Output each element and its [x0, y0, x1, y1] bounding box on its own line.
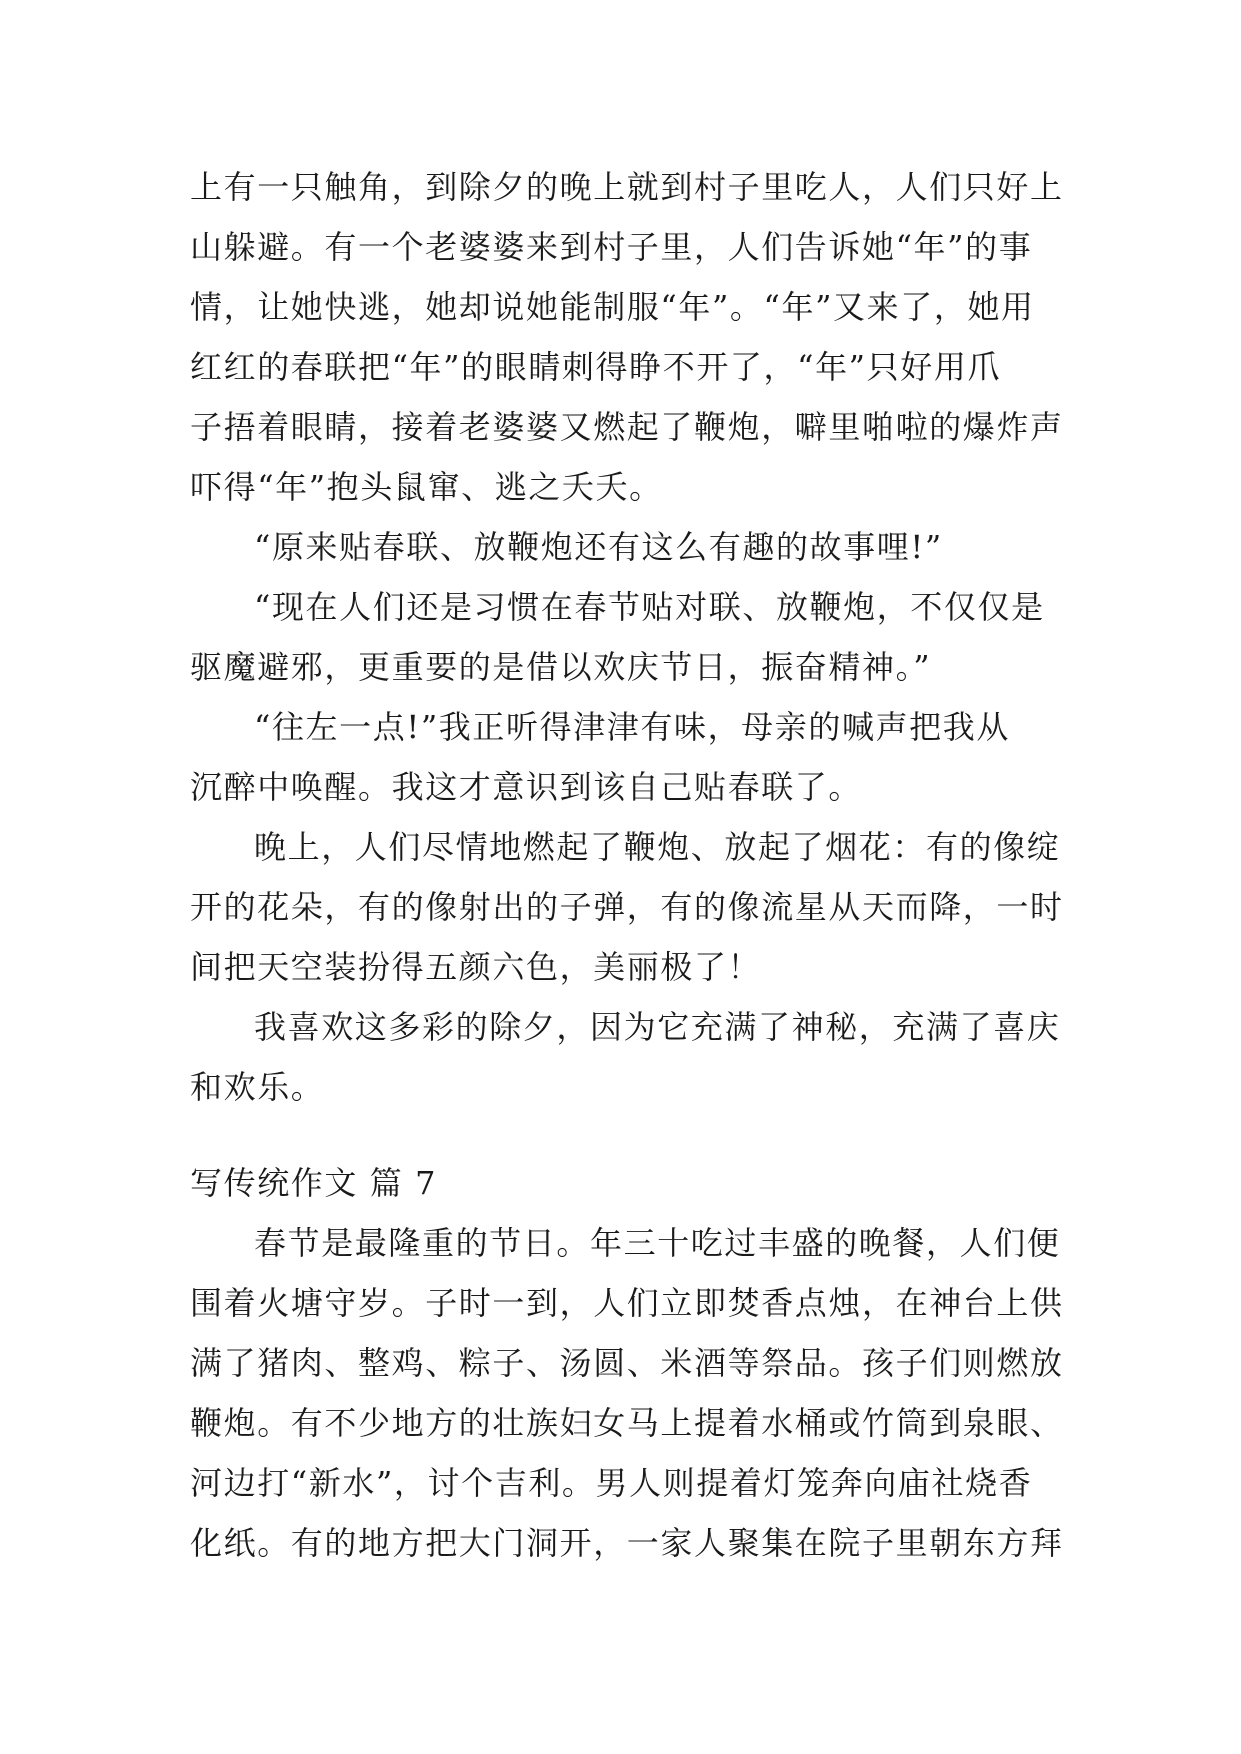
paragraph-line: 开的花朵，有的像射出的子弹，有的像流星从天而降，一时: [190, 888, 1064, 926]
paragraph-line: 吓得“年”抱头鼠窜、逃之夭夭。: [190, 468, 663, 506]
paragraph-line: 晚上，人们尽情地燃起了鞭炮、放起了烟花：有的像绽: [254, 828, 1061, 866]
paragraph-line: 子捂着眼睛，接着老婆婆又燃起了鞭炮，噼里啪啦的爆炸声: [190, 408, 1064, 446]
paragraph-line: “现在人们还是习惯在春节贴对联、放鞭炮，不仅仅是: [254, 588, 1045, 626]
paragraph-line: “往左一点!”我正听得津津有味，母亲的喊声把我从: [254, 708, 1010, 746]
paragraph-line: 我喜欢这多彩的除夕，因为它充满了神秘，充满了喜庆: [254, 1008, 1061, 1046]
paragraph-line: 和欢乐。: [190, 1068, 325, 1106]
paragraph-line: 河边打“新水”，讨个吉利。男人则提着灯笼奔向庙社烧香: [190, 1464, 1033, 1502]
paragraph-line: 化纸。有的地方把大门洞开，一家人聚集在院子里朝东方拜: [190, 1524, 1064, 1562]
paragraph-line: 鞭炮。有不少地方的壮族妇女马上提着水桶或竹筒到泉眼、: [190, 1404, 1064, 1442]
section-title: 写传统作文 篇 7: [190, 1164, 438, 1202]
paragraph-line: 满了猪肉、整鸡、粽子、汤圆、米酒等祭品。孩子们则燃放: [190, 1344, 1064, 1382]
paragraph-line: 春节是最隆重的节日。年三十吃过丰盛的晚餐，人们便: [254, 1224, 1061, 1262]
paragraph-line: 驱魔避邪，更重要的是借以欢庆节日，振奋精神。”: [190, 648, 932, 686]
paragraph-line: 上有一只触角，到除夕的晚上就到村子里吃人，人们只好上: [190, 168, 1064, 206]
paragraph-line: 山躲避。有一个老婆婆来到村子里，人们告诉她“年”的事: [190, 228, 1033, 266]
paragraph-line: 情，让她快逃，她却说她能制服“年”。“年”又来了，她用: [190, 288, 1035, 326]
paragraph-line: “原来贴春联、放鞭炮还有这么有趣的故事哩!”: [254, 528, 943, 566]
paragraph-line: 沉醉中唤醒。我这才意识到该自己贴春联了。: [190, 768, 863, 806]
paragraph-line: 红红的春联把“年”的眼睛刺得睁不开了，“年”只好用爪: [190, 348, 1002, 386]
paragraph-line: 围着火塘守岁。子时一到，人们立即焚香点烛，在神台上供: [190, 1284, 1064, 1322]
paragraph-line: 间把天空装扮得五颜六色，美丽极了！: [190, 948, 762, 986]
